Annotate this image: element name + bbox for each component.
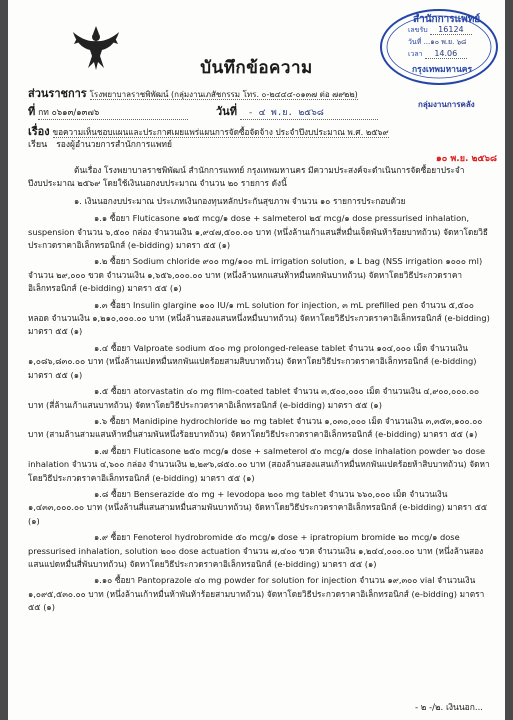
date-value: - ๔ พ.ย. ๒๕๖๘ xyxy=(240,105,378,120)
doc-no-value: กท ๐๖๑๓/๑๓๗๖ xyxy=(38,105,188,120)
received-date-red: ๑๐ พ.ย. ๒๕๖๘ xyxy=(436,154,497,164)
list-item: ๑.๓ ซื้อยา Insulin glargine ๑๐๐ IU/๑ mL solution for injection, ๓ mL prefilled pen จำนวน ๕,๕๐๐ หลอด จำนวนเงิน ๑,๒๑๐,๐๐๐.๐๐ บาท (หนึ่งล้านสองแสนหนึ่งหมื่นบาทถ้วน) จัดหาโดยวิธีประกวดราคาอิเล็กทรอนิกส์ (e-bidding) มาตรา ๕๕ (๑) xyxy=(28,299,490,337)
stamp-reg-row xyxy=(408,25,472,36)
subject-label: เรื่อง xyxy=(28,125,50,138)
doc-no-label: ที่ xyxy=(28,105,36,118)
handwritten-note: กลุ่มงานการคลัง xyxy=(418,100,475,109)
stamp-date-label: วันที่ xyxy=(408,38,422,46)
subject-value: ขอความเห็นชอบแผนและประกาศเผยแพร่แผนการจัดซื้อจัดจ้าง ประจำปีงบประมาณ พ.ศ. ๒๕๖๙ xyxy=(52,127,389,137)
memo-body xyxy=(28,164,490,615)
date-row xyxy=(216,102,378,120)
stamp-time-value: 14.06 xyxy=(425,49,467,59)
stamp-footer: กรุงเทพมหานคร xyxy=(412,65,473,75)
dept-row xyxy=(28,84,358,102)
memo-title: บันทึกข้อความ xyxy=(200,58,313,78)
list-item: ๑.๑ ซื้อยา Fluticasone ๑๒๕ mcg/๑ dose + salmeterol ๒๕ mcg/๑ dose pressurised inhalation, suspension จำนวน ๖,๕๐๐ กล่อง จำนวนเงิน ๑,๙๔๗,๕๐๐.๐๐ บาท (หนึ่งล้านเก้าแสนสี่หมื่นเจ็ดพันห้าร้อยบาทถ้วน) จัดหาโดยวิธีประกวดราคาอิเล็กทรอนิกส์ (e-bidding) มาตรา ๕๕ (๑) xyxy=(28,213,488,251)
list-item: ๑.๖ ซื้อยา Manidipine hydrochloride ๒๐ mg tablet จำนวน ๑,๐๓๐,๐๐๐ เม็ด จำนวนเงิน ๓,๓๕๓,๑๐๐.๐๐ บาท (สามล้านสามแสนห้าหมื่นสามพันหนึ่งร้อยบาทถ้วน) จัดหาโดยวิธีประกวดราคาอิเล็กทรอนิกส์ (e-bidding) มาตรา ๕๕ (๑) xyxy=(28,415,483,440)
to-label: เรียน xyxy=(28,140,48,150)
list-item: ๑.๘ ซื้อยา Benserazide ๕๐ mg + levodopa ๒๐๐ mg tablet จำนวน ๖๖๐,๐๐๐ เม็ด จำนวนเงิน ๑,๔๓๓,๐๐๐.๐๐ บาท (หนึ่งล้านสี่แสนสามหมื่นสามพันบาทถ้วน) จัดหาโดยวิธีประกวดราคาอิเล็กทรอนิกส์ (e-bidding) มาตรา ๕๕ (๑) xyxy=(28,488,488,526)
stamp-date-value: ...๑๐ พ.ย. ๖๘ xyxy=(423,38,467,46)
to-row xyxy=(28,137,172,151)
list-item: ๑.๙ ซื้อยา Fenoterol hydrobromide ๕๐ mcg/๑ dose + ipratropium bromide ๒๐ mcg/๑ dose pressurised inhalation, solution ๒๐๐ dose actuation จำนวน ๗,๔๐๐ ขวด จำนวนเงิน ๑,๒๔๔,๐๐๐.๐๐ บาท (หนึ่งล้านสองแสนแปดหมื่นสี่พันบาทถ้วน) จัดหาโดยวิธีประกวดราคาอิเล็กทรอนิกส์ (e-bidding) มาตรา ๕๕ (๑) xyxy=(28,532,484,569)
list-item: ๑.๑๐ ซื้อยา Pantoprazole ๔๐ mg powder for solution for injection จำนวน ๑๙,๓๐๐ vial จำนวนเงิน ๑,๐๙๕,๕๓๐.๐๐ บาท (หนึ่งล้านเก้าหมื่นห้าพันห้าร้อยสามบาทถ้วน) จัดหาโดยวิธีประกวดราคาอิเล็กทรอนิกส์ (e-bidding) มาตรา ๕๕ (๑) xyxy=(28,575,485,613)
stamp-date-row xyxy=(408,37,466,48)
memo-page xyxy=(8,0,505,720)
list-item: ๑.๔ ซื้อยา Valproate sodium ๕๐๐ mg prolonged-release tablet จำนวน ๑๐๔,๐๐๐ เม็ด จำนวนเงิน ๑,๐๘๖,๘๓๐.๐๐ บาท (หนึ่งล้านแปดหมื่นหกพันแปดร้อยสามสิบบาทถ้วน) จัดหาโดยวิธีประกวดราคาอิเล็กทรอนิกส์ (e-bidding) มาตรา ๕๕ (๑) xyxy=(28,342,477,380)
dept-label: ส่วนราชการ xyxy=(28,87,87,100)
dept-value: โรงพยาบาลราชพิพัฒน์ (กลุ่มงานเภสัชกรรม โทร. ๐-๒๔๔๔-๐๑๓๗ ต่อ ๗๙๒๒) xyxy=(89,90,358,99)
stamp-reg-label: เลขรับ xyxy=(408,26,428,34)
intro-paragraph: ต้นเรื่อง โรงพยาบาลราชพิพัฒน์ สำนักการแพทย์ กรุงเทพมหานคร มีความประสงค์จะดำเนินการจัดซื้อยาประจำปีงบประมาณ ๒๕๖๙ โดยใช้เงินนอกงบประมาณ จำนวน ๒๐ รายการ ดังนี้ xyxy=(28,165,465,189)
list-item: ๑.๗ ซื้อยา Fluticasone ๒๕๐ mcg/๑ dose + salmeterol ๕๐ mcg/๑ dose inhalation powder ๖๐ dose inhalation จำนวน ๔,๖๐๐ กล่อง จำนวนเงิน ๒,๒๙๖,๘๕๐.๐๐ บาท (สองล้านสองแสนเก้าหมื่นหกพันแปดร้อยห้าสิบบาทถ้วน) จัดหาโดยวิธีประกวดราคาอิเล็กทรอนิกส์ (e-bidding) มาตรา ๕๕ (๑) xyxy=(28,445,490,483)
to-value: รองผู้อำนวยการสำนักการแพทย์ xyxy=(56,140,173,150)
stamp-time-label: เวลา xyxy=(408,50,423,58)
list-item: ๑.๒ ซื้อยา Sodium chloride ๙๐๐ mg/๑๐๐ mL irrigation solution, ๑ L bag (NSS irrigation ๑๐๐๐ ml) จำนวน ๒๙,๐๐๐ ขวด จำนวนเงิน ๑,๖๕๖,๐๐๐.๐๐ บาท (หนึ่งล้านหกแสนห้าหมื่นหกพันบาทถ้วน) จัดหาโดยวิธีประกวดราคาอิเล็กทรอนิกส์ (e-bidding) มาตรา ๕๕ (๑) xyxy=(28,256,483,294)
stamp-time-row xyxy=(408,49,467,60)
section-heading: ๑. เงินนอกงบประมาณ ประเภทเงินกองทุนหลักประกันสุขภาพ จำนวน ๑๐ รายการประกอบด้วย xyxy=(74,195,406,206)
stamp-reg-value: 16124 xyxy=(430,25,472,35)
page-footer: - ๒ -/๒. เงินนอก... xyxy=(414,703,483,713)
stamp-title: สำนักการแพทย์ xyxy=(413,14,481,25)
date-label: วันที่ xyxy=(216,105,237,118)
doc-no-row xyxy=(28,102,188,120)
list-item: ๑.๕ ซื้อยา atorvastatin ๔๐ mg film-coated tablet จำนวน ๓,๕๐๐,๐๐๐ เม็ด จำนวนเงิน ๔,๙๐๐,๐๐๐.๐๐ บาท (สี่ล้านเก้าแสนบาทถ้วน) จัดหาโดยวิธีประกวดราคาอิเล็กทรอนิกส์ (e-bidding) มาตรา ๕๕ (๑) xyxy=(28,386,480,410)
